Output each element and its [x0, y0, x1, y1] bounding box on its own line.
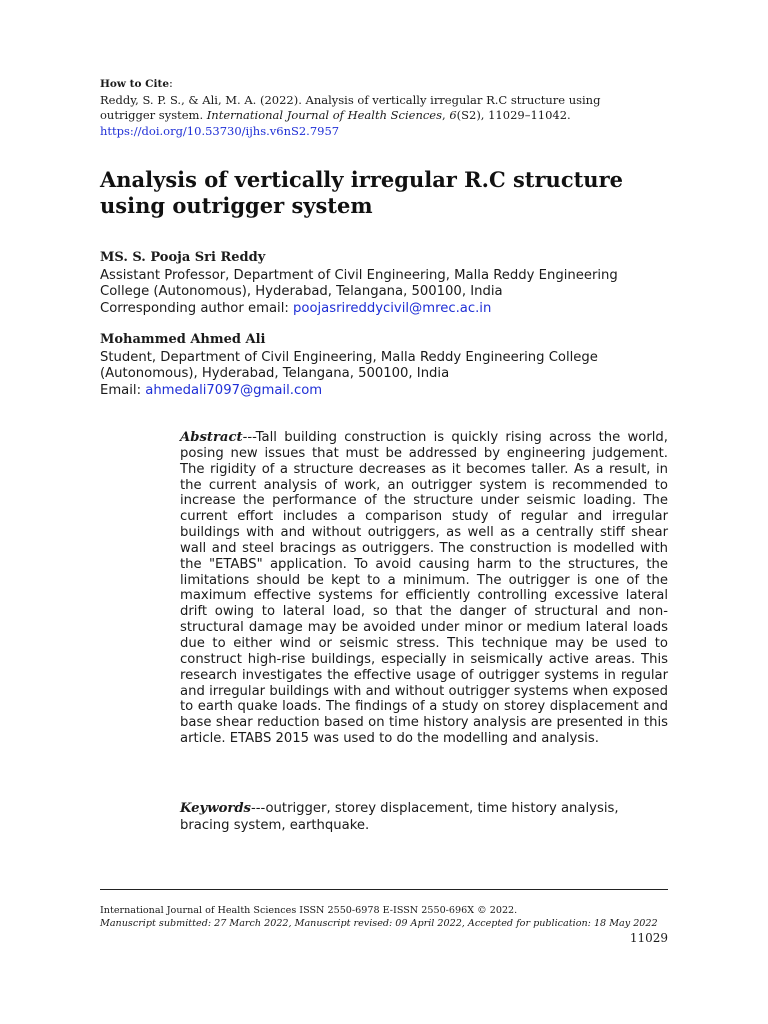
- author-name: MS. S. Pooja Sri Reddy: [100, 250, 266, 265]
- author-affiliation-line: Student, Department of Civil Engineering, Malla Reddy Engineering College: [100, 349, 598, 365]
- paper-title: Analysis of vertically irregular R.C structure using outrigger system: [100, 167, 624, 218]
- footer: [100, 905, 670, 930]
- abstract-text: ---Tall building construction is quickly rising across the world, posing new issues that must be addressed by engineering judgement. The rigidity of a structure decreases as it becomes taller. As a result, in the current analysis of work, an outrigger system is recommended to increase the performance of the structure under seismic loading. The current effort includes a comparison study of regular and irregular buildings with and without outriggers, as well as a centrally stiff shear wall and steel bracings as outriggers. The construction is modelled with the "ETABS" application. To avoid causing harm to the structures, the limitations should be kept to a minimum. The outrigger is one of the maximum effective systems for efficiently controlling excessive lateral drift owing to lateral load, so that the danger of structural and non-structural damage may be avoided under minor or medium lateral loads due to either wind or seismic stress. This technique may be used to construct high-rise buildings, especially in seismically active areas. This research investigates the effective usage of outrigger systems in regular and irregular buildings with and without outrigger systems when exposed to earth quake loads. The findings of a study on storey displacement and base shear reduction based on time history analysis are presented in this article. ETABS 2015 was used to do the modelling and analysis.: [180, 430, 668, 747]
- author-affiliation-line: Assistant Professor, Department of Civil Engineering, Malla Reddy Engineering: [100, 267, 618, 283]
- abstract: [180, 430, 668, 747]
- citation-block: [100, 76, 660, 139]
- citation-heading-line: [100, 76, 660, 93]
- page-number: 11029: [629, 931, 668, 945]
- citation-journal: International Journal of Health Sciences: [206, 108, 442, 122]
- author-email-label: Email:: [100, 382, 146, 398]
- author-email-line: [100, 383, 680, 400]
- footer-divider: [100, 889, 668, 890]
- author-email-link[interactable]: ahmedali7097@gmail.com: [145, 382, 323, 398]
- abstract-label: Abstract: [180, 430, 243, 445]
- citation-title-end: outrigger system.: [100, 108, 204, 122]
- author-affiliation-line: (Autonomous), Hyderabad, Telangana, 500100, India: [100, 366, 450, 381]
- author-email-link[interactable]: poojasrireddycivil@mrec.ac.in: [293, 300, 492, 316]
- citation-doi-link[interactable]: https://doi.org/10.53730/ijhs.v6nS2.7957: [100, 123, 340, 138]
- footer-journal-line: International Journal of Health Sciences ISSN 2550-6978 E-ISSN 2550-696X © 2022.: [100, 905, 518, 916]
- author-block-1: [100, 250, 680, 317]
- citation-heading: How to Cite: [100, 78, 170, 90]
- citation-volume: 6: [449, 108, 457, 122]
- keywords-label: Keywords: [180, 801, 251, 816]
- citation-authors-year: Reddy, S. P. S., & Ali, M. A. (2022). Analysis of vertically irregular R.C structure using: [100, 92, 601, 107]
- citation-heading-colon: :: [169, 76, 173, 90]
- citation-journal-line: outrigger system. International Journal of Health Sciences, 6(S2), 11029–11042.: [100, 108, 571, 122]
- keywords: [180, 801, 668, 834]
- author-affiliation-line: College (Autonomous), Hyderabad, Telangana, 500100, India: [100, 284, 503, 299]
- author-email-label: Corresponding author email:: [100, 300, 293, 316]
- keywords-text: ---outrigger, storey displacement, time history analysis, bracing system, earthquake.: [180, 801, 619, 833]
- author-name: Mohammed Ahmed Ali: [100, 332, 266, 347]
- footer-manuscript-dates: Manuscript submitted: 27 March 2022, Manuscript revised: 09 April 2022, Accepted for publication: 18 May 2022: [100, 917, 658, 929]
- citation-issue-pages: (S2), 11029–11042.: [456, 108, 571, 122]
- author-email-line: [100, 301, 680, 318]
- author-block-2: [100, 332, 680, 399]
